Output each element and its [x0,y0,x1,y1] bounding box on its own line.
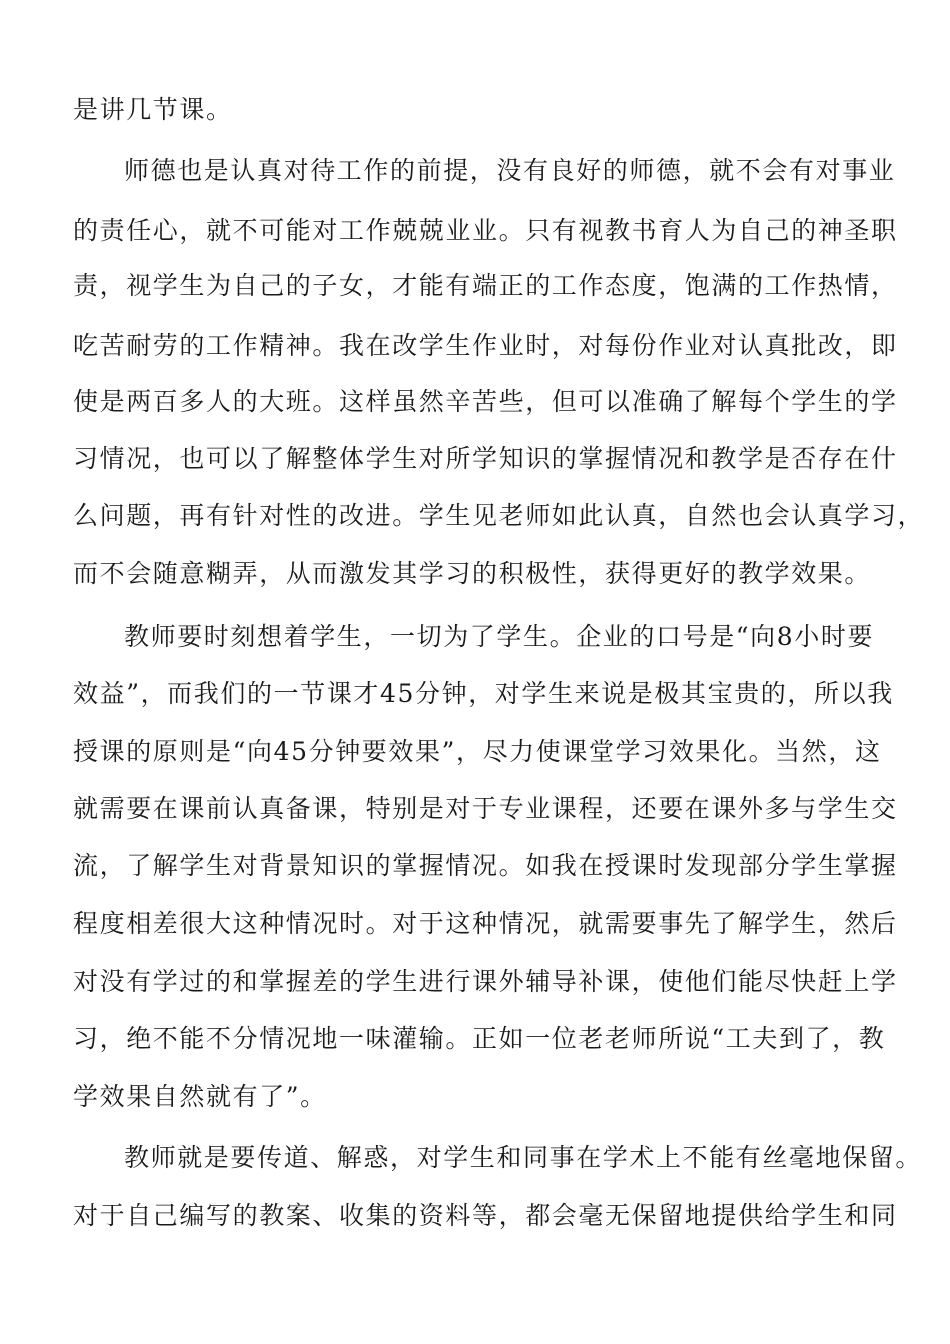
text-line: 吃苦耐劳的工作精神。我在改学生作业时，对每份作业对认真批改，即 [73,331,898,360]
text-line: 么问题，再有针对性的改进。学生见老师如此认真，自然也会认真学习， [73,501,925,530]
text-line: 而不会随意糊弄，从而激发其学习的积极性，获得更好的教学效果。 [73,559,872,588]
text-line: 的责任心，就不可能对工作兢兢业业。只有视教书育人为自己的神圣职 [73,216,898,245]
text-line: 对没有学过的和掌握差的学生进行课外辅导补课，使他们能尽快赶上学 [73,967,898,996]
text-line: 程度相差很大这种情况时。对于这种情况，就需要事先了解学生，然后 [73,909,898,938]
paragraph-first-line: 师德也是认真对待工作的前提，没有良好的师德，就不会有对事业 [124,156,896,185]
text-line: 对于自己编写的教案、收集的资料等，都会毫无保留地提供给学生和同 [73,1201,898,1230]
text-line: 就需要在课前认真备课，特别是对于专业课程，还要在课外多与学生交 [73,794,898,823]
text-line: 学效果自然就有了”。 [73,1082,327,1111]
text-line: 是讲几节课。 [73,95,233,124]
text-line: 流，了解学生对背景知识的掌握情况。如我在授课时发现部分学生掌握 [73,851,898,880]
text-line: 习情况，也可以了解整体学生对所学知识的掌握情况和教学是否存在什 [73,444,898,473]
text-line: 效益”，而我们的一节课才45分钟，对学生来说是极其宝贵的，所以我 [73,679,894,708]
text-line: 责，视学生为自己的子女，才能有端正的工作态度，饱满的工作热情， [73,271,898,300]
text-line: 授课的原则是“向45分钟要效果”，尽力使课堂学习效果化。当然，这 [73,737,882,766]
paragraph-first-line: 教师要时刻想着学生，一切为了学生。企业的口号是“向8小时要 [124,622,875,651]
text-line: 使是两百多人的大班。这样虽然辛苦些，但可以准确了解每个学生的学 [73,387,898,416]
text-line: 习，绝不能不分情况地一味灌输。正如一位老老师所说“工夫到了，教 [73,1024,886,1053]
paragraph-first-line: 教师就是要传道、解惑，对学生和同事在学术上不能有丝毫地保留。 [124,1143,923,1172]
